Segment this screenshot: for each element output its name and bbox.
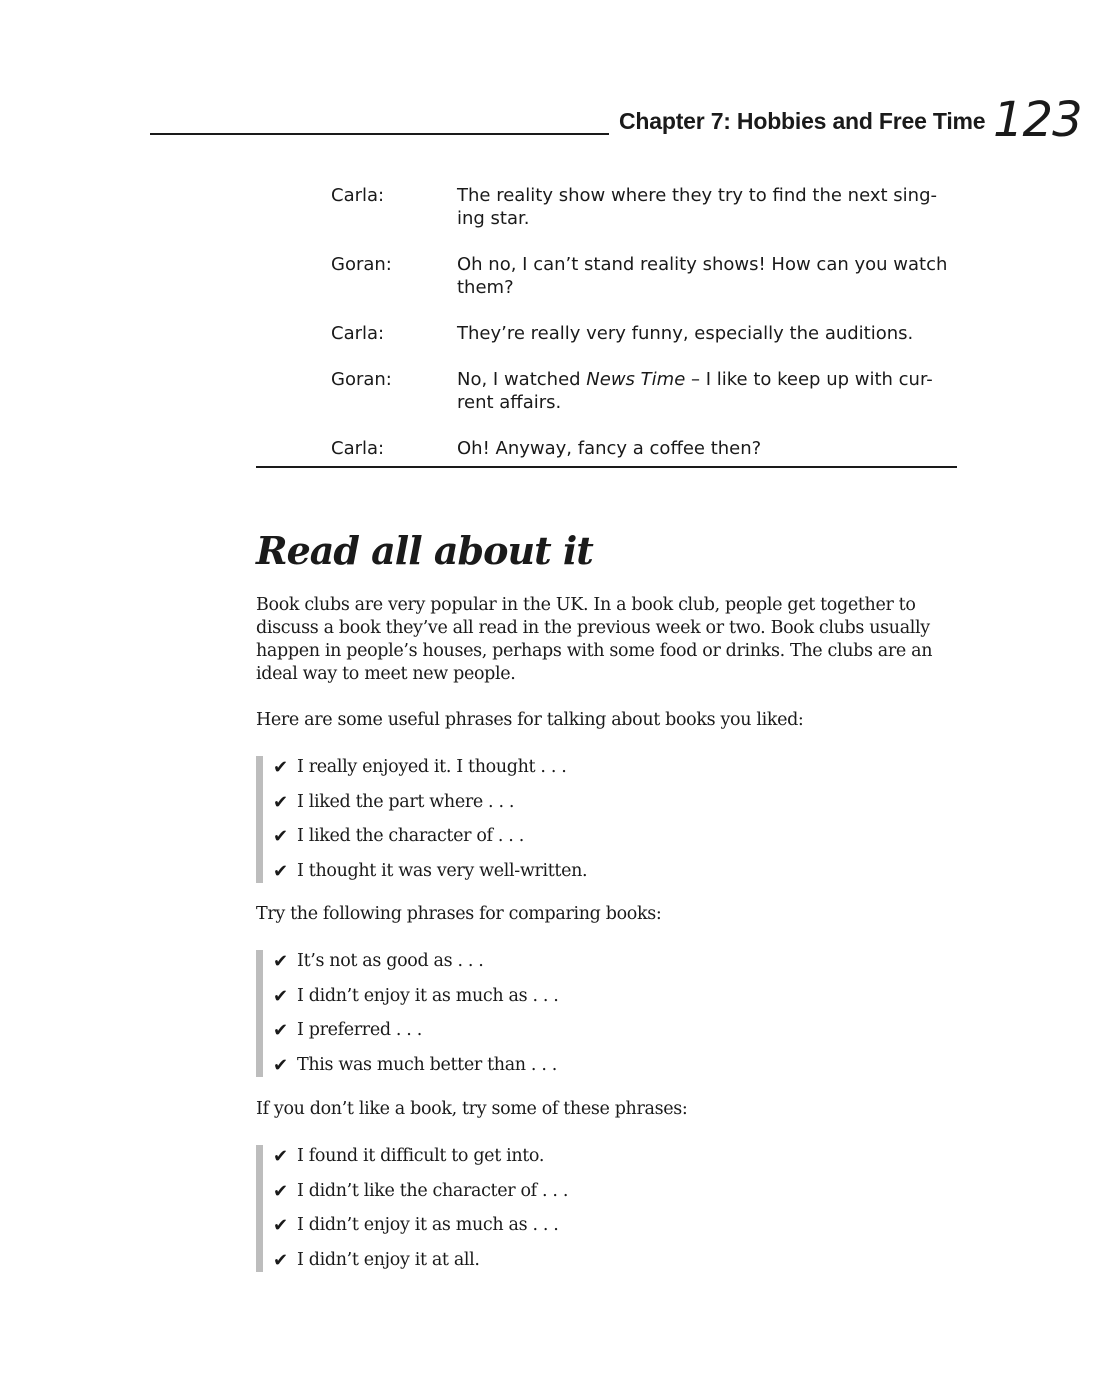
liked-phrases-list xyxy=(256,756,963,883)
dialogue-speaker: Carla: xyxy=(331,323,385,344)
list-item xyxy=(263,1145,963,1180)
dialogue-row xyxy=(331,368,961,414)
list-item xyxy=(263,1249,963,1272)
header-rule xyxy=(150,133,609,135)
phrase-text: I thought it was very well-written. xyxy=(297,860,588,881)
dialogue-row xyxy=(331,322,961,345)
list-item xyxy=(263,791,963,826)
check-icon: ✔ xyxy=(273,1054,288,1076)
intro-paragraph: Book clubs are very popular in the UK. In a book club, people get together to discuss a book they’ve all read in the previous week or two. Book clubs usually happen in people’s houses, perhaps with some food or drinks. The clubs are an ideal way to meet new people. xyxy=(256,595,933,684)
show-title: News Time xyxy=(586,369,686,390)
dialogue-end-rule xyxy=(256,466,957,468)
phrase-text: This was much better than . . . xyxy=(297,1054,557,1075)
check-icon: ✔ xyxy=(273,860,288,882)
phrase-text: I didn’t enjoy it as much as . . . xyxy=(297,1215,559,1235)
check-icon: ✔ xyxy=(273,757,288,778)
check-icon: ✔ xyxy=(273,791,288,813)
phrase-text: I didn’t like the character of . . . xyxy=(297,1180,569,1201)
phrase-text: I preferred . . . xyxy=(297,1020,422,1040)
dialogue-line: The reality show where they try to find the next sing-ing star. xyxy=(457,185,937,229)
dialogue-speaker: Carla: xyxy=(331,185,385,206)
check-icon: ✔ xyxy=(273,1249,288,1271)
list-item xyxy=(263,756,963,791)
check-icon: ✔ xyxy=(273,826,288,847)
chapter-title: Chapter 7: Hobbies and Free Time xyxy=(619,108,986,134)
section-heading: Read all about it xyxy=(256,528,593,573)
liked-intro: Here are some useful phrases for talking about books you liked: xyxy=(256,710,804,730)
phrase-text: I didn’t enjoy it at all. xyxy=(297,1249,480,1270)
dialogue-block xyxy=(331,184,961,460)
dialogue-speaker: Goran: xyxy=(331,254,392,275)
list-item xyxy=(263,825,963,860)
list-item xyxy=(263,1054,963,1077)
dialogue-line xyxy=(457,368,961,414)
phrase-text: I didn’t enjoy it as much as . . . xyxy=(297,985,559,1006)
dialogue-line-text: – I like to keep up with cur-rent affairs. xyxy=(457,369,933,413)
check-icon: ✔ xyxy=(273,951,288,972)
phrase-text: I found it difficult to get into. xyxy=(297,1146,545,1166)
disliked-phrases-list xyxy=(256,1145,963,1272)
phrase-text: I liked the part where . . . xyxy=(297,791,515,812)
comparing-phrases-list xyxy=(256,950,963,1077)
check-icon: ✔ xyxy=(273,1215,288,1236)
dialogue-row xyxy=(331,437,961,460)
dialogue-speaker: Goran: xyxy=(331,369,392,390)
list-item xyxy=(263,950,963,985)
dialogue-line: They’re really very funny, especially the auditions. xyxy=(457,323,914,344)
list-item xyxy=(263,985,963,1020)
phrase-text: It’s not as good as . . . xyxy=(297,951,484,971)
check-icon: ✔ xyxy=(273,1146,288,1167)
dialogue-line-text: No, I watched xyxy=(457,369,587,390)
list-item xyxy=(263,860,963,883)
dialogue-line: Oh! Anyway, fancy a coffee then? xyxy=(457,438,762,459)
phrase-text: I really enjoyed it. I thought . . . xyxy=(297,757,567,777)
check-icon: ✔ xyxy=(273,985,288,1007)
comparing-intro: Try the following phrases for comparing books: xyxy=(256,904,662,924)
dialogue-line: Oh no, I can’t stand reality shows! How can you watch them? xyxy=(457,254,948,298)
list-item xyxy=(263,1180,963,1215)
dialogue-row xyxy=(331,253,961,299)
list-item xyxy=(263,1019,963,1054)
disliked-intro: If you don’t like a book, try some of these phrases: xyxy=(256,1099,688,1119)
check-icon: ✔ xyxy=(273,1180,288,1202)
phrase-text: I liked the character of . . . xyxy=(297,826,524,846)
list-item xyxy=(263,1214,963,1249)
dialogue-speaker: Carla: xyxy=(331,438,385,459)
page-number: 123 xyxy=(993,92,1082,148)
check-icon: ✔ xyxy=(273,1020,288,1041)
dialogue-row xyxy=(331,184,961,230)
